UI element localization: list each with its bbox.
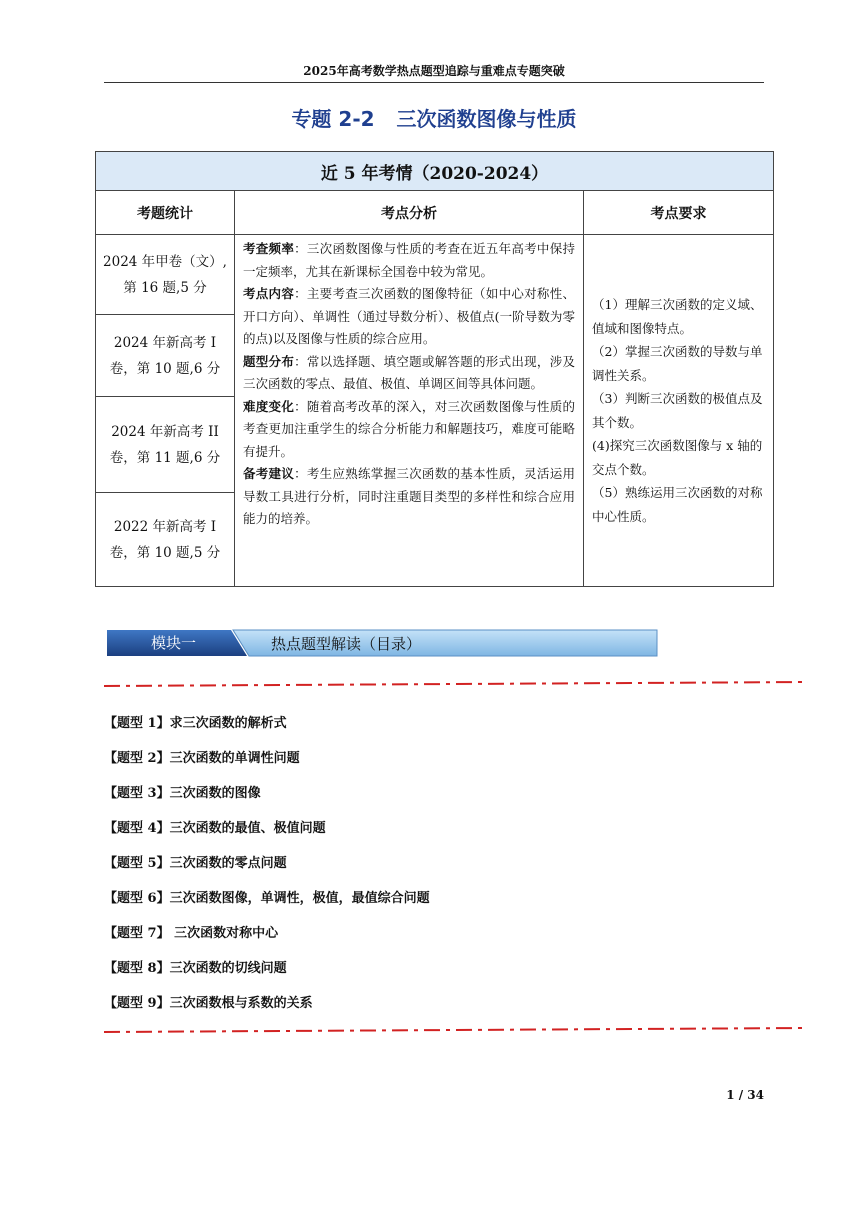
table-banner: 近 5 年考情（2020-2024） [96,152,774,191]
divider-top [104,680,808,688]
exam-line: 第 16 题,5 分 [123,279,207,296]
analysis-paragraph [243,396,575,464]
exam-cell [96,397,235,493]
page-number: 1 / 34 [726,1088,764,1102]
header-rule [104,82,764,83]
analysis-text: ：主要考查三次函数的图像特征（如中心对称性、开口方向）、单调性（通过导数分析）、极值点(一阶导数为零的点)以及图像与性质的综合应用。 [243,286,575,346]
analysis-label: 备考建议 [243,466,295,481]
exam-cell [96,235,235,315]
requirement-item: （3）判断三次函数的极值点及其个数。 [592,391,763,430]
analysis-label: 考点内容 [243,286,295,301]
requirement-item: （1）理解三次函数的定义域、值域和图像特点。 [592,297,763,336]
analysis-paragraph [243,283,575,351]
analysis-label: 难度变化 [243,398,295,414]
toc-text: 求三次函数的解析式 [169,716,287,731]
exam-cell [96,315,235,397]
toc-text: 三次函数根与系数的关系 [169,996,313,1011]
exam-stats-table [95,151,774,587]
analysis-paragraph [243,463,575,531]
requirements-cell [584,235,774,587]
toc-item[interactable] [104,922,278,941]
toc-tag: 【题型 3】 [104,786,170,801]
analysis-cell [235,235,584,587]
toc-item[interactable] [104,782,261,801]
toc-tag: 【题型 9】 [104,996,170,1011]
toc-item[interactable] [104,887,430,906]
toc-tag: 【题型 6】 [104,891,170,906]
requirement-item: (4)探究三次函数图像与 x 轴的交点个数。 [592,438,763,477]
exam-cell [96,493,235,587]
analysis-text: ：考生应熟练掌握三次函数的基本性质，灵活运用导数工具进行分析，同时注重题目类型的多样性和综合应用能力的培养。 [243,466,575,526]
page-title [96,103,772,132]
running-header: 2025年高考数学热点题型追踪与重难点专题突破 [303,64,565,78]
title-topic: 三次函数图像与性质 [396,107,577,131]
exam-line: 卷，第 10 题,6 分 [109,360,221,377]
toc-text: 三次函数的零点问题 [169,856,287,871]
toc-item[interactable] [104,957,287,976]
toc-tag: 【题型 2】 [104,751,170,766]
analysis-text: ：常以选择题、填空题或解答题的形式出现，涉及三次函数的零点、最值、极值、单调区间等具体问题。 [243,353,575,391]
exam-line: 2024 年甲卷（文）, [103,253,227,270]
exam-line: 卷，第 11 题,6 分 [109,449,221,466]
divider-bottom [104,1026,808,1034]
exam-line: 卷，第 10 题,5 分 [109,544,221,561]
toc-tag: 【题型 8】 [104,961,170,976]
toc-tag: 【题型 4】 [104,821,170,836]
toc-tag: 【题型 5】 [104,856,170,871]
analysis-paragraph [243,238,575,283]
col-header-requirements: 考点要求 [584,191,774,235]
requirement-item: （2）掌握三次函数的导数与单调性关系。 [592,344,763,383]
toc-text: 三次函数的切线问题 [169,961,287,976]
exam-line: 2022 年新高考 I [113,518,217,535]
analysis-paragraph [243,351,575,396]
analysis-text: ：三次函数图像与性质的考查在近五年高考中保持一定频率，尤其在新课标全国卷中较为常见。 [243,241,575,279]
toc-text: 三次函数对称中心 [169,926,279,941]
toc-item[interactable] [104,992,313,1011]
toc-text: 三次函数的最值、极值问题 [169,821,326,836]
module-tag: 模块一 [151,634,197,652]
toc-text: 三次函数图像，单调性，极值，最值综合问题 [169,891,430,906]
exam-line: 2024 年新高考 II [111,423,219,440]
exam-line: 2024 年新高考 I [113,334,217,351]
toc-tag: 【题型 1】 [104,716,170,731]
toc-item[interactable] [104,712,287,731]
module-title: 热点题型解读（目录） [271,635,422,653]
toc-text: 三次函数的单调性问题 [169,751,300,766]
toc-item[interactable] [104,747,300,766]
analysis-text: ：随着高考改革的深入，对三次函数图像与性质的考查更加注重学生的综合分析能力和解题技巧，难度可能略有提升。 [243,398,575,459]
toc-item[interactable] [104,852,287,871]
toc-item[interactable] [104,817,326,836]
col-header-analysis: 考点分析 [235,191,584,235]
requirement-item: （5）熟练运用三次函数的对称中心性质。 [592,485,763,524]
module-banner [107,627,659,659]
toc-tag: 【题型 7】 [104,926,170,941]
col-header-stats: 考题统计 [96,191,235,235]
toc-text: 三次函数的图像 [169,786,261,801]
analysis-label: 考查频率 [243,241,295,256]
title-number: 专题 2-2 [291,107,375,131]
analysis-label: 题型分布 [243,353,295,369]
